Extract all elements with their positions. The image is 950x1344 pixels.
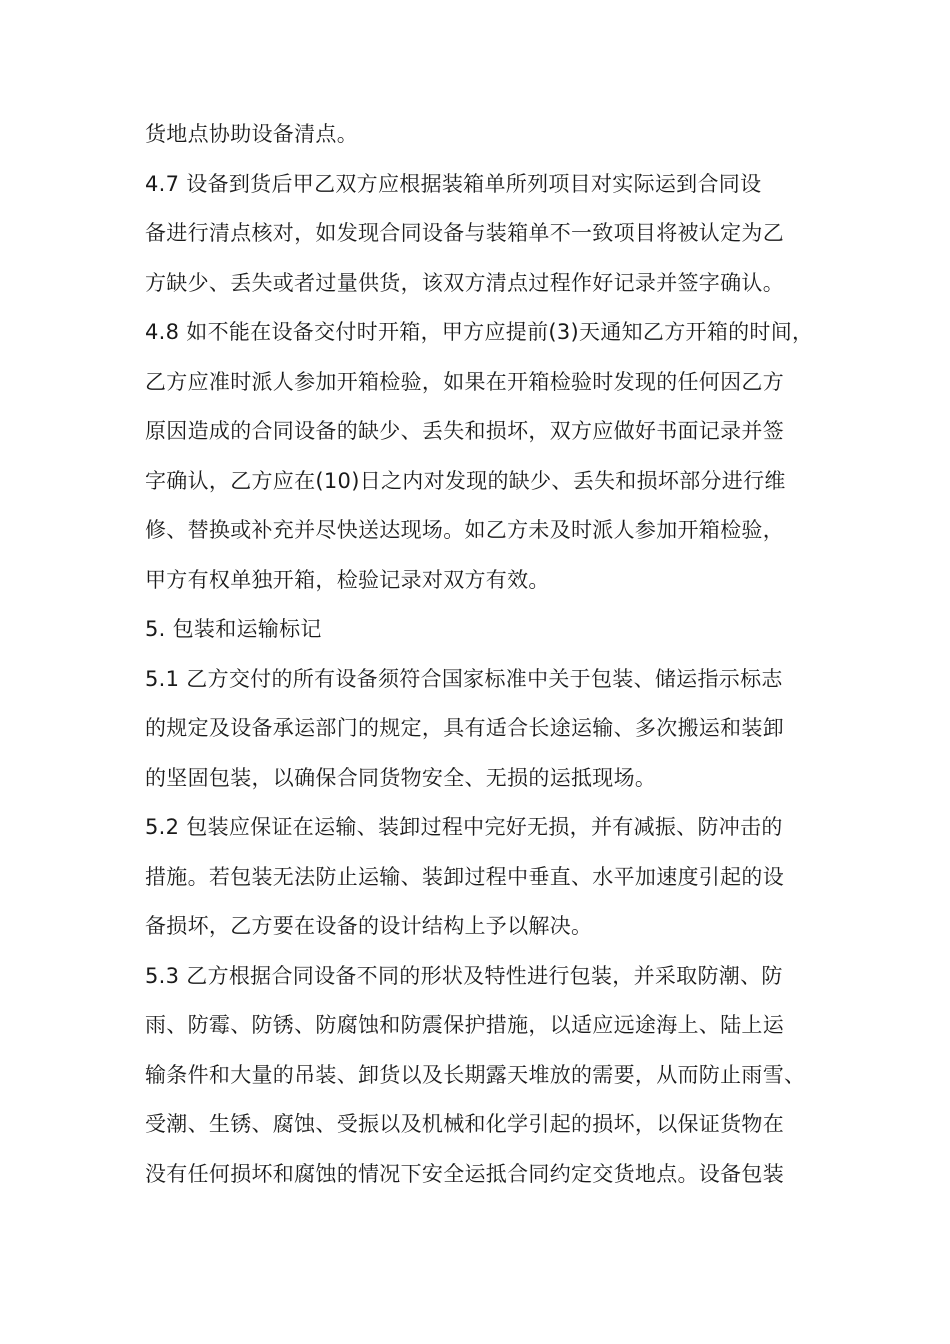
- document-body: [145, 110, 825, 1199]
- section-heading: 5. 包装和运输标记: [145, 617, 322, 641]
- text-line: 4.7 设备到货后甲乙双方应根据装箱单所列项目对实际运到合同设: [145, 171, 762, 196]
- text-line: 方缺少、丢失或者过量供货，该双方清点过程作好记录并签字确认。: [145, 270, 784, 295]
- text-line: 货地点协助设备清点。: [145, 122, 358, 146]
- text-line: 雨、防霉、防锈、防腐蚀和防震保护措施，以适应远途海上、陆上运: [145, 1013, 784, 1037]
- text-line: 5.3 乙方根据合同设备不同的形状及特性进行包装，并采取防潮、防: [145, 963, 783, 988]
- text-line: 受潮、生锈、腐蚀、受振以及机械和化学引起的损坏，以保证货物在: [145, 1112, 784, 1136]
- text-line: 措施。若包装无法防止运输、装卸过程中垂直、水平加速度引起的设: [145, 864, 784, 889]
- text-line: 修、替换或补充并尽快送达现场。如乙方未及时派人参加开箱检验，: [145, 518, 784, 542]
- text-line: 甲方有权单独开箱，检验记录对双方有效。: [145, 567, 550, 592]
- text-line: 备损坏，乙方要在设备的设计结构上予以解决。: [145, 914, 593, 938]
- text-line: 的规定及设备承运部门的规定，具有适合长途运输、多次搬运和装卸: [145, 716, 784, 740]
- text-line: 5.2 包装应保证在运输、装卸过程中完好无损，并有减振、防冲击的: [145, 815, 783, 839]
- text-line: 4.8 如不能在设备交付时开箱，甲方应提前(3)天通知乙方开箱的时间，: [145, 320, 814, 344]
- text-line: 备进行清点核对，如发现合同设备与装箱单不一致项目将被认定为乙: [145, 221, 784, 245]
- text-line: 输条件和大量的吊装、卸货以及长期露天堆放的需要，从而防止雨雪、: [145, 1062, 806, 1087]
- text-line: 乙方应准时派人参加开箱检验，如果在开箱检验时发现的任何因乙方: [145, 369, 784, 394]
- text-line: 原因造成的合同设备的缺少、丢失和损坏，双方应做好书面记录并签: [145, 419, 784, 443]
- text-line: 5.1 乙方交付的所有设备须符合国家标准中关于包装、储运指示标志: [145, 666, 783, 691]
- text-line: 字确认，乙方应在(10)日之内对发现的缺少、丢失和损坏部分进行维: [145, 468, 786, 493]
- text-line: 没有任何损坏和腐蚀的情况下安全运抵合同约定交货地点。设备包装: [145, 1161, 784, 1186]
- text-line: 的坚固包装，以确保合同货物安全、无损的运抵现场。: [145, 765, 657, 790]
